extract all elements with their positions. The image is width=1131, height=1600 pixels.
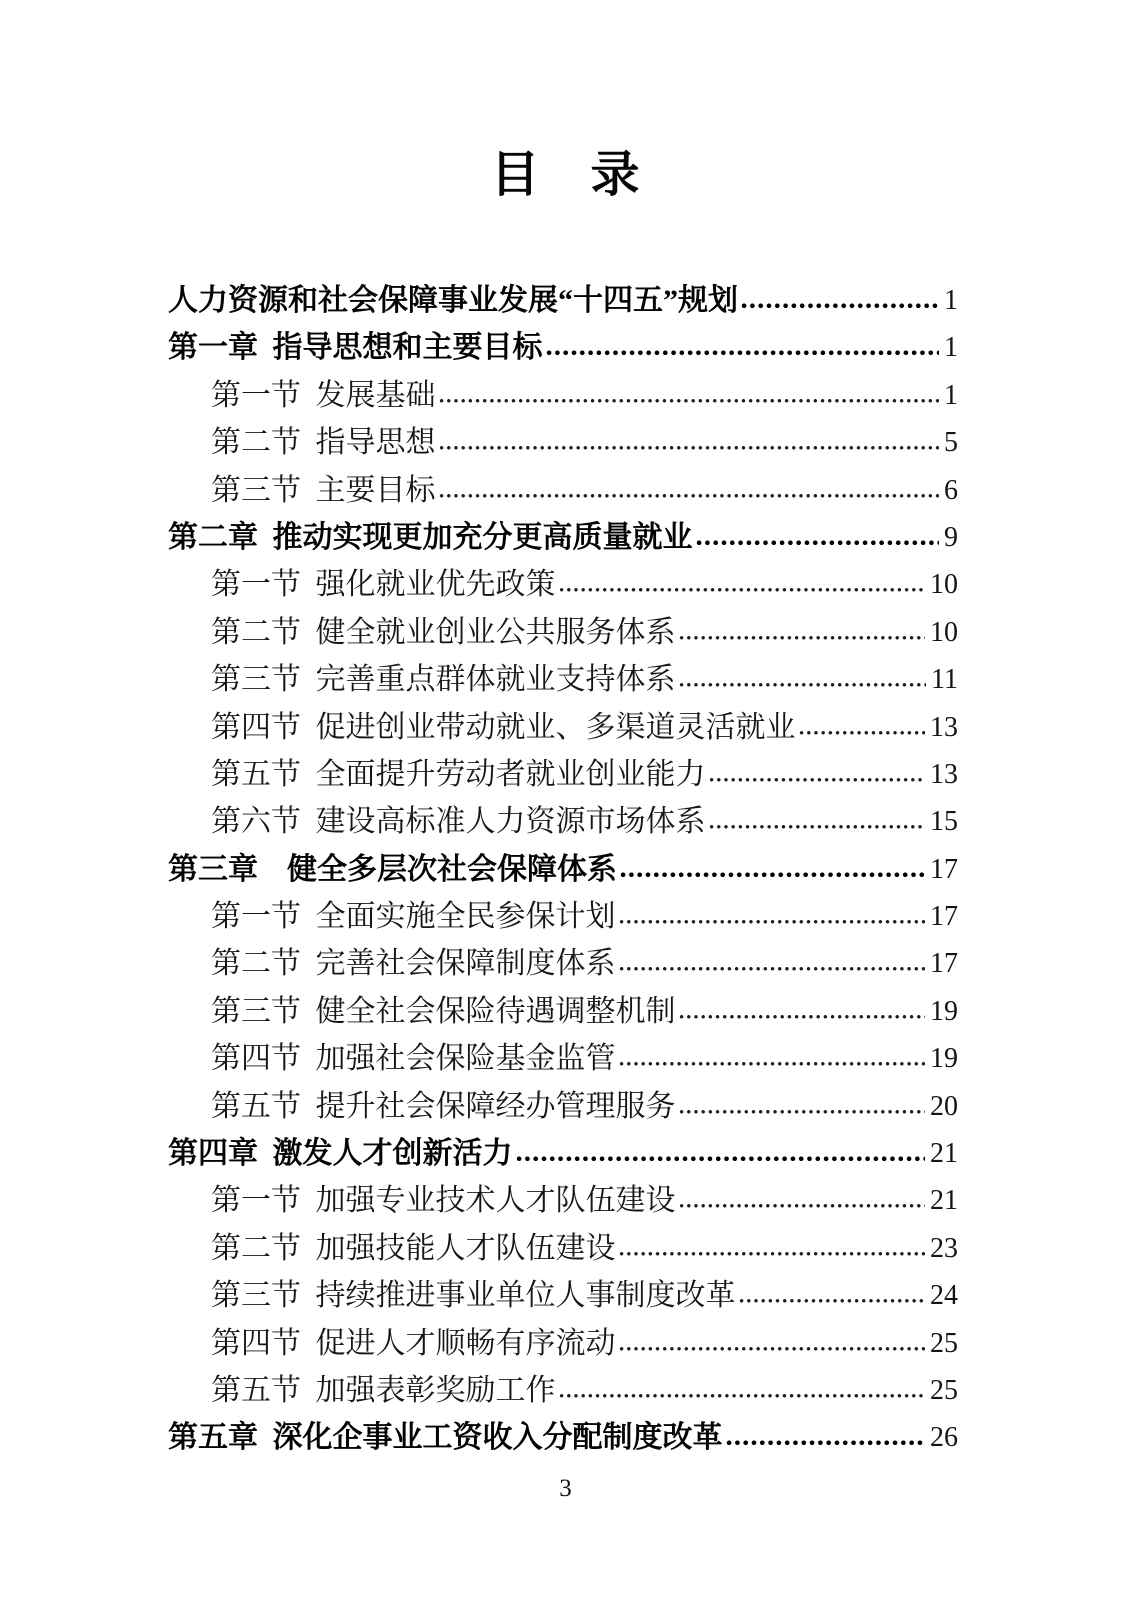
toc-entry-page: 9 [944,521,958,553]
toc-entry [168,988,958,1035]
toc-entry-label: 第五节 加强表彰奖励工作 [211,1373,556,1407]
dot-leader [738,1272,926,1319]
toc-entry-label: 第四章 激发人才创新活力 [168,1137,513,1171]
toc-entry [168,798,958,845]
toc-entry [168,467,958,514]
dot-leader [678,656,927,703]
toc-entry-label: 第一节 加强专业技术人才队伍建设 [211,1184,676,1218]
dot-leader [558,1367,926,1414]
dot-leader [438,372,940,419]
toc-entry-page: 17 [930,901,958,933]
toc-entry-label: 第二节 加强技能人才队伍建设 [211,1231,616,1265]
toc-entry [168,324,958,371]
toc-entry-label: 第四节 加强社会保险基金监管 [211,1042,616,1076]
toc-entry-label: 第五节 提升社会保障经办管理服务 [211,1089,676,1123]
toc-entry [168,1035,958,1082]
toc-entry-label: 第二节 完善社会保障制度体系 [211,947,616,981]
toc-entry [168,1130,958,1177]
toc-list [168,277,958,1462]
toc-entry-label: 第三章 健全多层次社会保障体系 [168,852,617,886]
toc-entry-label: 第六节 建设高标准人力资源市场体系 [211,805,706,839]
dot-leader [438,419,940,466]
toc-entry [168,561,958,608]
toc-entry-page: 24 [930,1280,958,1312]
toc-entry [168,1320,958,1367]
toc-entry-page: 1 [944,379,958,411]
toc-entry-label: 第一节 全面实施全民参保计划 [211,900,616,934]
toc-entry-page: 25 [930,1374,958,1406]
toc-entry-page: 10 [930,569,958,601]
toc-entry [168,940,958,987]
toc-entry-page: 5 [944,427,958,459]
dot-leader [708,798,926,845]
dot-leader [618,1035,926,1082]
dot-leader [678,1177,926,1224]
toc-entry-page: 25 [930,1327,958,1359]
dot-leader [678,988,926,1035]
toc-entry [168,514,958,561]
dot-leader [618,940,926,987]
toc-entry [168,419,958,466]
toc-entry-page: 17 [930,853,958,885]
dot-leader [619,846,925,893]
toc-entry-page: 11 [931,664,958,696]
toc-entry-page: 13 [930,758,958,790]
toc-entry-label: 第三节 完善重点群体就业支持体系 [211,663,676,697]
toc-entry-label: 人力资源和社会保障事业发展“十四五”规划 [168,284,738,317]
dot-leader [515,1130,926,1177]
dot-leader [558,561,926,608]
toc-entry-label: 第五节 全面提升劳动者就业创业能力 [211,757,706,791]
toc-entry-page: 6 [944,474,958,506]
dot-leader [618,1320,926,1367]
toc-entry [168,609,958,656]
page-title: 目 录 [490,147,641,202]
toc-entry-page: 19 [930,995,958,1027]
dot-leader [708,751,926,798]
toc-entry-label: 第四节 促进创业带动就业、多渠道灵活就业 [211,710,796,744]
dot-leader [678,609,926,656]
dot-leader [798,704,926,751]
toc-entry-page: 13 [930,711,958,743]
toc-entry-page: 21 [930,1185,958,1217]
toc-entry [168,1272,958,1319]
toc-entry-page: 1 [944,332,958,364]
dot-leader [740,277,939,324]
toc-entry-page: 26 [930,1422,958,1454]
toc-entry-label: 第五章 深化企事业工资收入分配制度改革 [168,1421,723,1455]
toc-entry [168,893,958,940]
toc-entry-label: 第一章 指导思想和主要目标 [168,331,543,365]
toc-entry-label: 第一节 强化就业优先政策 [211,568,556,602]
dot-leader [618,1225,926,1272]
toc-entry [168,751,958,798]
toc-entry-page: 17 [930,948,958,980]
toc-entry-page: 10 [930,616,958,648]
toc-entry-label: 第二节 指导思想 [211,426,436,460]
toc-entry-page: 23 [930,1232,958,1264]
dot-leader [678,1083,926,1130]
toc-entry-label: 第三节 主要目标 [211,473,436,507]
toc-entry [168,846,958,893]
toc-entry [168,1225,958,1272]
dot-leader [695,514,940,561]
toc-entry-label: 第一节 发展基础 [211,378,436,412]
dot-leader [545,324,940,371]
dot-leader [438,467,940,514]
toc-entry-label: 第二节 健全就业创业公共服务体系 [211,615,676,649]
toc-entry [168,1177,958,1224]
toc-entry [168,372,958,419]
toc-entry-page: 21 [930,1138,958,1170]
page-number: 3 [559,1475,572,1502]
toc-entry [168,704,958,751]
toc-entry [168,277,958,324]
dot-leader [725,1414,926,1461]
toc-entry [168,656,958,703]
dot-leader [618,893,926,940]
toc-entry-label: 第三节 持续推进事业单位人事制度改革 [211,1279,736,1313]
toc-entry-page: 20 [930,1090,958,1122]
toc-entry-page: 1 [944,285,958,316]
toc-entry-label: 第二章 推动实现更加充分更高质量就业 [168,520,693,554]
toc-entry-label: 第三节 健全社会保险待遇调整机制 [211,994,676,1028]
toc-entry [168,1083,958,1130]
toc-entry-label: 第四节 促进人才顺畅有序流动 [211,1326,616,1360]
toc-entry [168,1367,958,1414]
toc-entry [168,1414,958,1461]
toc-entry-page: 15 [930,806,958,838]
toc-entry-page: 19 [930,1043,958,1075]
